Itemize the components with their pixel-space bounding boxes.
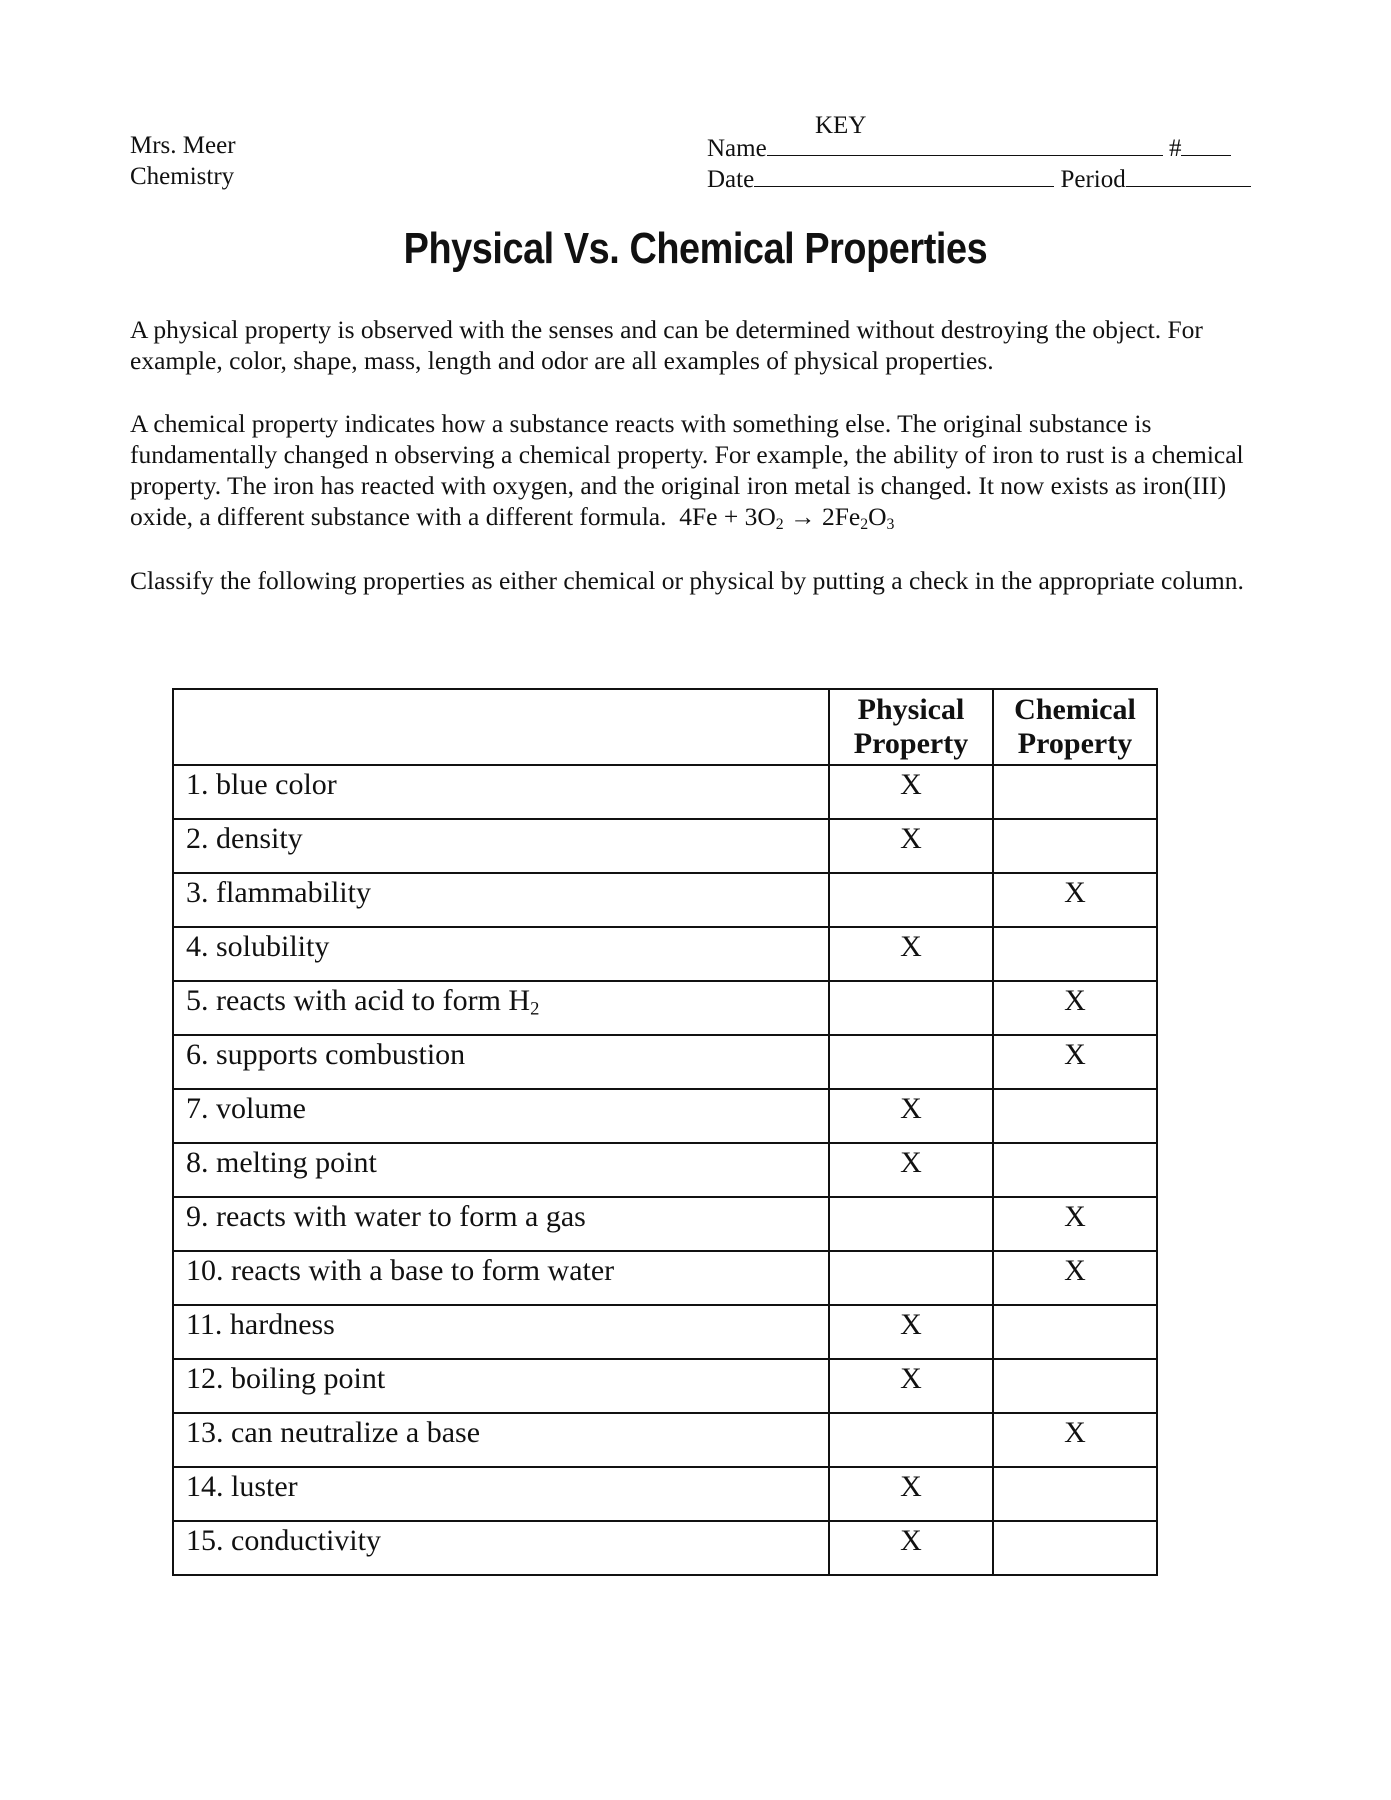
physical-mark: X — [829, 819, 993, 873]
table-row — [173, 981, 1157, 1035]
physical-header-line1: Physical — [857, 693, 965, 726]
chemical-property-paragraph — [130, 408, 1280, 532]
property-label: 3. flammability — [186, 876, 371, 909]
property-label: 8. melting point — [186, 1146, 377, 1179]
property-label-subscript: 2 — [530, 998, 540, 1020]
key-label: KEY — [815, 112, 867, 139]
table-row — [173, 1035, 1157, 1089]
property-label: 1. blue color — [186, 768, 337, 801]
table-row — [173, 1413, 1157, 1467]
physical-mark — [829, 1413, 993, 1467]
property-item — [173, 1467, 829, 1521]
table-row — [173, 1143, 1157, 1197]
chemical-header-line1: Chemical — [1014, 693, 1136, 726]
physical-mark — [829, 873, 993, 927]
chemical-mark: X — [993, 1197, 1157, 1251]
chemical-mark — [993, 1359, 1157, 1413]
chemical-mark — [993, 1521, 1157, 1575]
subject-name: Chemistry — [130, 163, 235, 190]
number-blank — [1181, 131, 1231, 156]
period-label: Period — [1060, 166, 1126, 193]
table-row — [173, 873, 1157, 927]
equation-lhs: 4Fe + 3O — [679, 502, 776, 531]
property-label: 2. density — [186, 822, 303, 855]
chemical-mark — [993, 765, 1157, 819]
chemical-mark: X — [993, 1413, 1157, 1467]
property-label: 13. can neutralize a base — [186, 1416, 481, 1449]
physical-mark: X — [829, 1467, 993, 1521]
date-label: Date — [707, 166, 755, 193]
property-item — [173, 927, 829, 981]
chemical-mark — [993, 1467, 1157, 1521]
equation-sub-1: 2 — [775, 515, 784, 533]
chemical-mark — [993, 1089, 1157, 1143]
table-row — [173, 765, 1157, 819]
name-blank — [767, 131, 1163, 156]
equation-sub-3: 3 — [886, 515, 895, 533]
property-item — [173, 1359, 829, 1413]
period-blank — [1126, 162, 1251, 187]
item-header — [173, 689, 829, 765]
chemical-mark: X — [993, 981, 1157, 1035]
property-label: 7. volume — [186, 1092, 306, 1125]
table-row — [173, 1359, 1157, 1413]
physical-property-header — [829, 689, 993, 765]
table-row — [173, 1305, 1157, 1359]
chemical-mark — [993, 1305, 1157, 1359]
teacher-name: Mrs. Meer — [130, 132, 236, 159]
property-item — [173, 1251, 829, 1305]
property-item — [173, 981, 829, 1035]
property-label: 15. conductivity — [186, 1524, 381, 1557]
chemical-mark: X — [993, 873, 1157, 927]
property-item — [173, 1413, 829, 1467]
property-label: 6. supports combustion — [186, 1038, 466, 1071]
rust-equation — [679, 502, 894, 531]
chemical-mark — [993, 927, 1157, 981]
property-label: 5. reacts with acid to form H — [186, 984, 531, 1017]
equation-sub-2: 2 — [860, 515, 869, 533]
property-label: 12. boiling point — [186, 1362, 386, 1395]
physical-mark: X — [829, 927, 993, 981]
date-blank — [754, 162, 1054, 187]
date-line — [707, 162, 1251, 195]
physical-mark: X — [829, 1521, 993, 1575]
properties-table — [172, 688, 1158, 1576]
physical-mark: X — [829, 1305, 993, 1359]
property-item — [173, 1089, 829, 1143]
table-row — [173, 1521, 1157, 1575]
physical-mark — [829, 1251, 993, 1305]
property-label: 11. hardness — [186, 1308, 335, 1341]
name-line — [707, 131, 1231, 164]
table-row — [173, 1197, 1157, 1251]
table-row — [173, 927, 1157, 981]
property-label: 10. reacts with a base to form water — [186, 1254, 615, 1287]
chemical-property-text: A chemical property indicates how a substance reacts with something else. The original substance is fundamentally changed n observing a chemical property. For example, the ability of iron to rust is a chemical property. The iron has reacted with oxygen, and the original iron metal is changed. It now exists as iron(III) oxide, a different substance with a different formula. — [130, 409, 1244, 531]
equation-rhs: O — [868, 502, 887, 531]
chemical-mark — [993, 1143, 1157, 1197]
instructions-paragraph: Classify the following properties as either chemical or physical by putting a check in the appropriate column. — [130, 566, 1244, 595]
physical-mark: X — [829, 1089, 993, 1143]
property-item — [173, 765, 829, 819]
physical-mark — [829, 981, 993, 1035]
table-row — [173, 819, 1157, 873]
chemical-mark: X — [993, 1035, 1157, 1089]
table-row — [173, 1467, 1157, 1521]
name-label: Name — [707, 135, 767, 162]
number-label: # — [1168, 135, 1182, 162]
property-item — [173, 1305, 829, 1359]
property-label: 9. reacts with water to form a gas — [186, 1200, 586, 1233]
property-item — [173, 819, 829, 873]
page-title: Physical Vs. Chemical Properties — [403, 224, 988, 273]
chemical-mark: X — [993, 1251, 1157, 1305]
physical-mark: X — [829, 1359, 993, 1413]
physical-mark: X — [829, 765, 993, 819]
table-header-row — [173, 689, 1157, 765]
physical-mark: X — [829, 1143, 993, 1197]
property-item — [173, 873, 829, 927]
property-label: 14. luster — [186, 1470, 298, 1503]
equation-arrow: → 2Fe — [783, 502, 861, 531]
property-item — [173, 1035, 829, 1089]
physical-mark — [829, 1035, 993, 1089]
chemical-mark — [993, 819, 1157, 873]
property-label: 4. solubility — [186, 930, 330, 963]
property-item — [173, 1197, 829, 1251]
table-row — [173, 1251, 1157, 1305]
chemical-header-line2: Property — [1017, 727, 1133, 760]
physical-header-line2: Property — [853, 727, 969, 760]
table-row — [173, 1089, 1157, 1143]
property-item — [173, 1521, 829, 1575]
physical-property-paragraph: A physical property is observed with the senses and can be determined without destroying the object. For example, color, shape, mass, length and odor are all examples of physical properties. — [130, 315, 1203, 375]
physical-mark — [829, 1197, 993, 1251]
property-item — [173, 1143, 829, 1197]
chemical-property-header — [993, 689, 1157, 765]
